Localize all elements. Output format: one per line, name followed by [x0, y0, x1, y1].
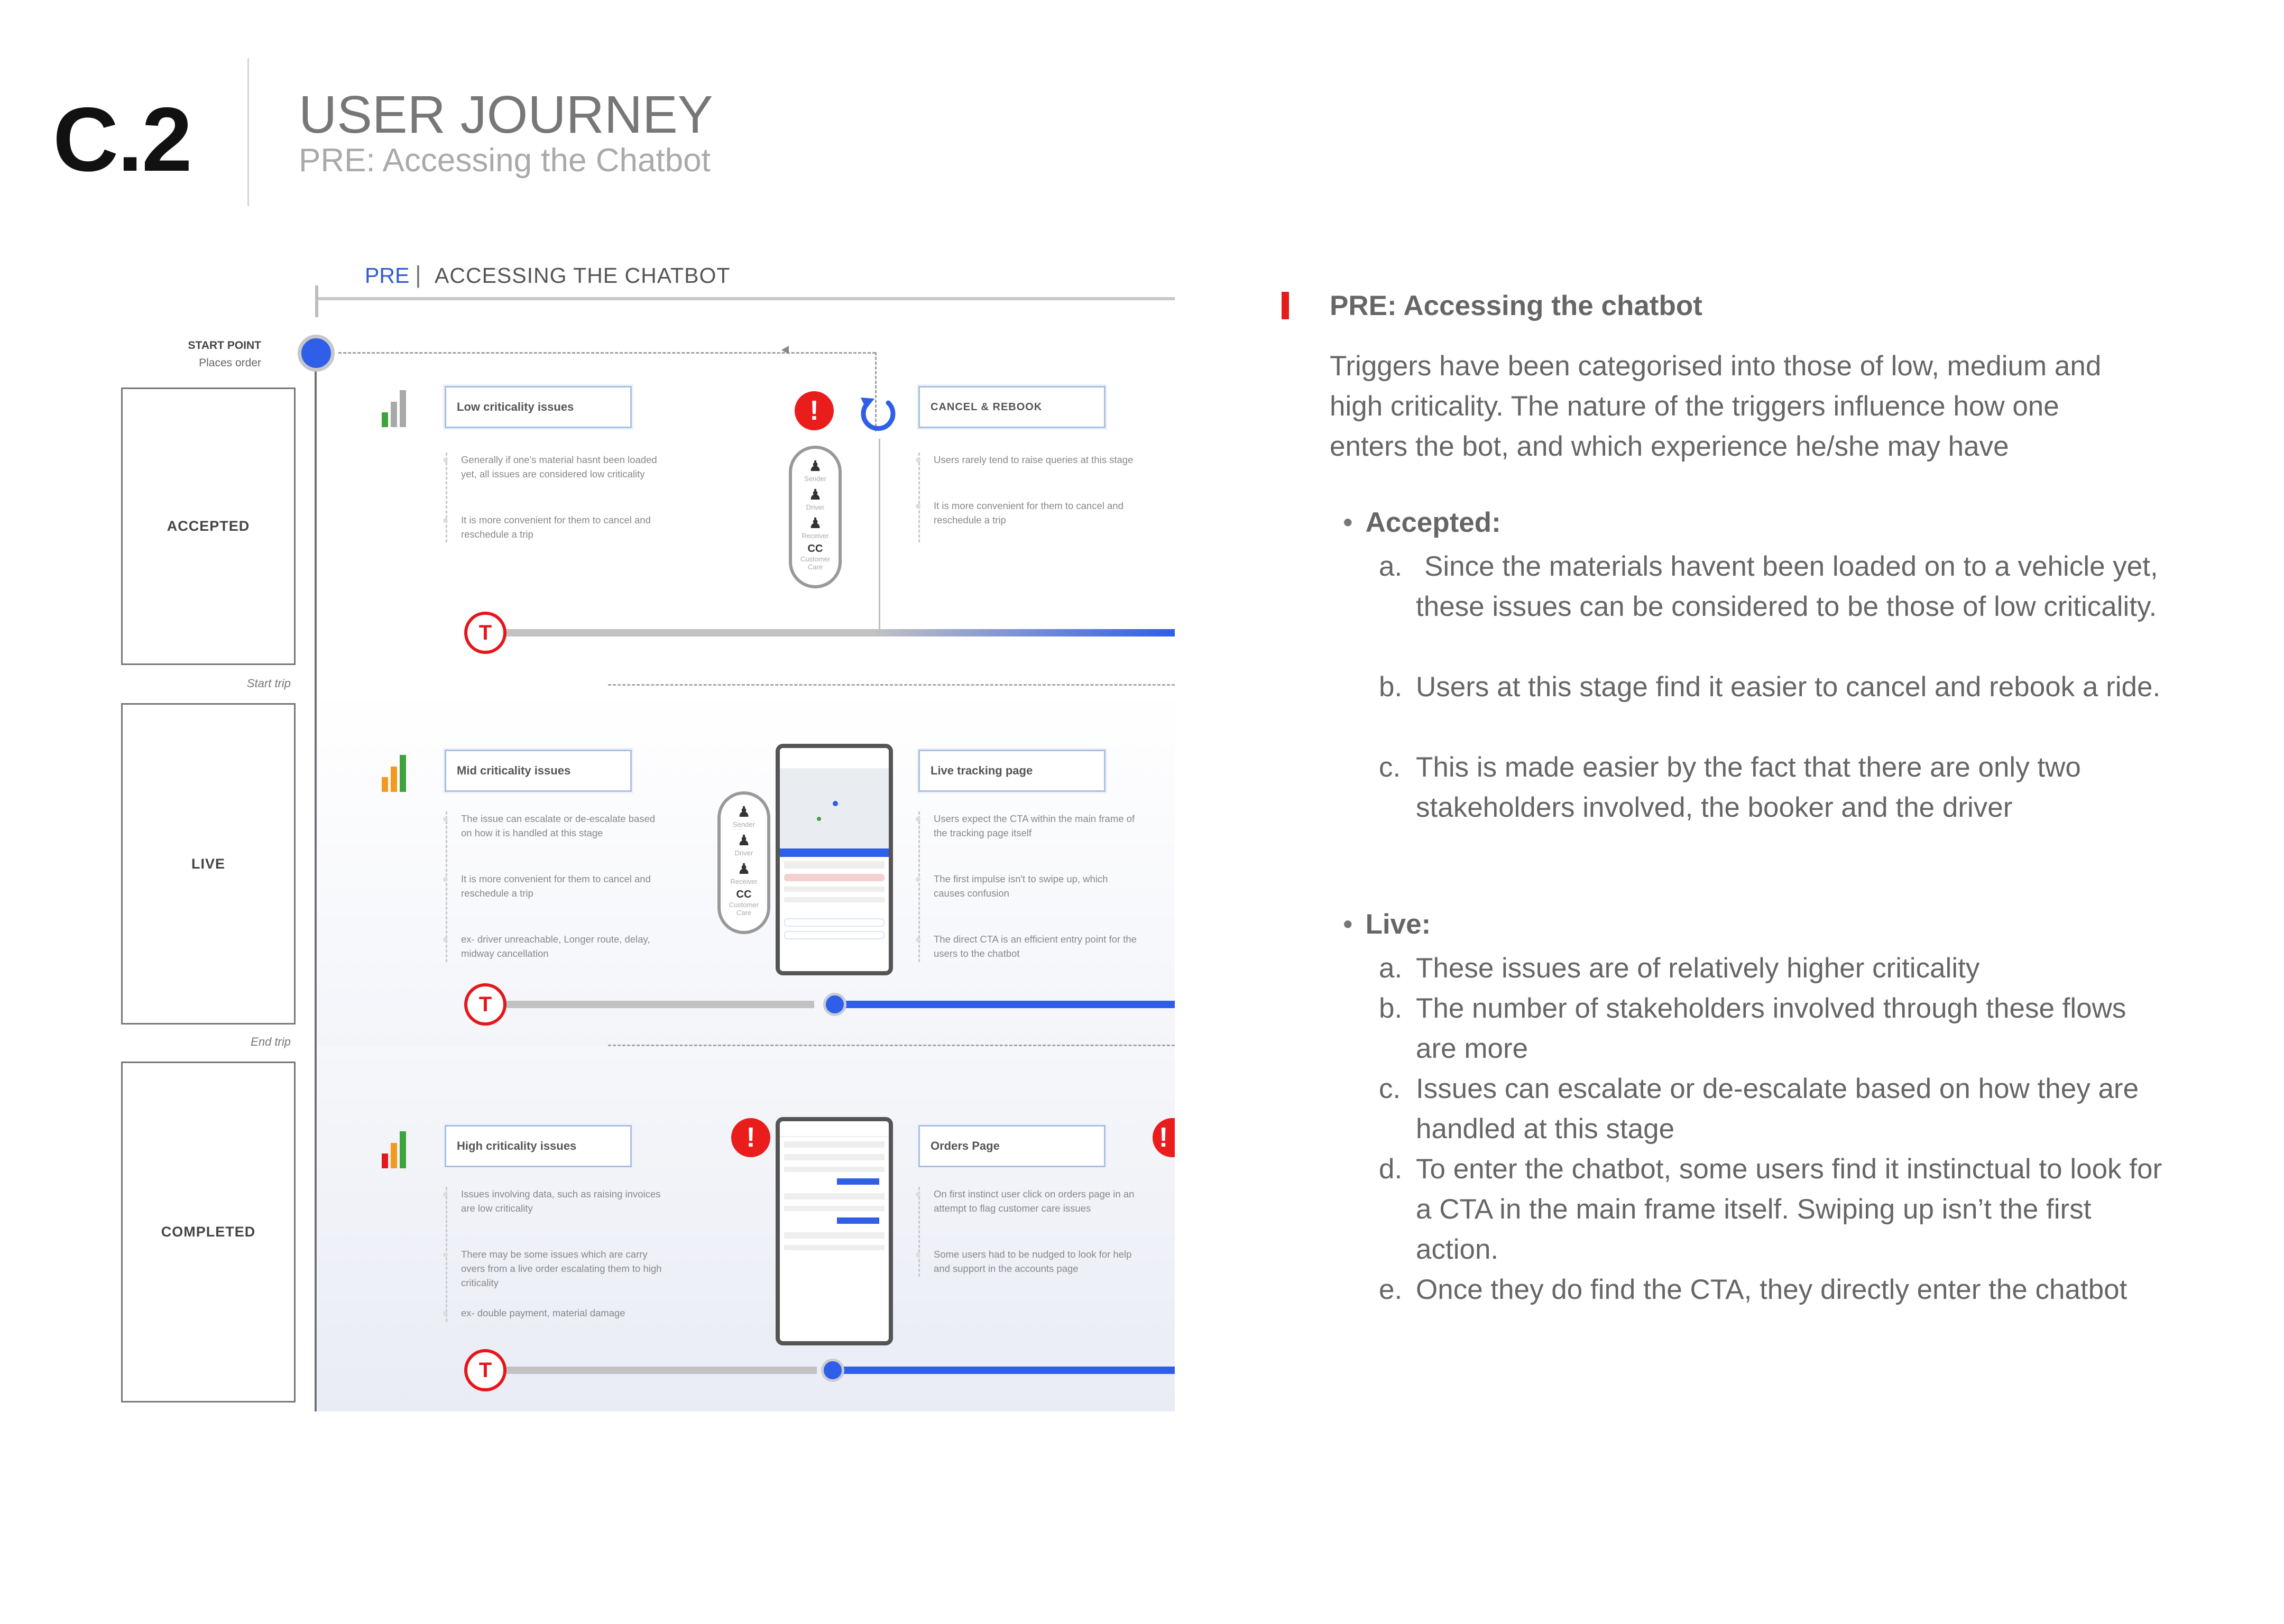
section-title-accepted: • Accepted:	[1343, 506, 1501, 539]
note-item: Generally if one's material hasnt been loaded yet, all issues are considered low criticality	[461, 453, 668, 481]
criticality-low-icon	[382, 390, 416, 427]
row-separator	[608, 684, 1175, 686]
receiver-icon: ♟	[808, 515, 822, 531]
list-marker: a.	[1379, 551, 1403, 582]
start-point-label: START POINT	[188, 339, 261, 352]
row-separator	[608, 1045, 1175, 1046]
note-item: On first instinct user click on orders page in an attempt to flag customer care issues	[934, 1187, 1140, 1215]
note-item: There may be some issues which are carry overs from a live order escalating them to high criticality	[461, 1247, 668, 1290]
flow-connector	[879, 439, 880, 631]
journey-track-active	[825, 1367, 1175, 1374]
action-notes	[918, 811, 1140, 962]
journey-track	[502, 1367, 817, 1374]
phase-rule	[315, 297, 1175, 300]
list-text: The number of stakeholders involved through these flows are more	[1416, 993, 2126, 1064]
criticality-notes	[446, 811, 668, 962]
customer-care-icon: CC	[736, 889, 752, 900]
sender-icon: ♟	[808, 458, 822, 474]
transition-end-trip: End trip	[251, 1035, 291, 1048]
journey-track-active	[825, 1001, 1175, 1008]
list-marker: e.	[1379, 1274, 1403, 1305]
journey-handle	[821, 1359, 844, 1382]
note-item: Users rarely tend to raise queries at this stage	[934, 453, 1140, 467]
alert-icon: !	[795, 391, 834, 430]
list-marker: d.	[1379, 1154, 1403, 1185]
phase-separator: |	[415, 261, 421, 288]
journey-track	[502, 1001, 814, 1008]
list-text: These issues are of relatively higher criticality	[1416, 953, 1980, 984]
stakeholder-label: Sender	[733, 820, 755, 828]
journey-handle	[823, 993, 846, 1016]
note-item: It is more convenient for them to cancel and reschedule a trip	[934, 499, 1140, 527]
orders-phone-mockup	[776, 1117, 893, 1345]
list-item	[1379, 547, 2172, 627]
driver-icon: ♟	[808, 486, 822, 503]
note-item: The first impulse isn't to swipe up, which causes confusion	[934, 872, 1140, 900]
return-path-horizontal	[338, 352, 876, 354]
list-text: Users at this stage find it easier to cancel and rebook a ride.	[1416, 671, 2161, 703]
section-title-live: • Live:	[1343, 908, 1431, 940]
panel-intro: Triggers have been categorised into those of low, medium and high criticality. The nature of the triggers influence how one enters the bot, and which experience he/she may have	[1330, 350, 2102, 462]
stakeholder-label: Driver	[806, 503, 825, 511]
criticality-card: Mid criticality issues	[445, 750, 632, 792]
trigger-icon: T	[464, 1349, 506, 1391]
note-item: The direct CTA is an efficient entry point for the users to the chatbot	[934, 932, 1140, 961]
note-item: ex- double payment, material damage	[461, 1306, 668, 1320]
list-item	[1379, 1069, 2172, 1149]
heading-marker	[1282, 292, 1289, 319]
stage-box-live: LIVE	[121, 703, 296, 1025]
note-item: The issue can escalate or de-escalate based on how it is handled at this stage	[461, 811, 668, 840]
driver-icon: ♟	[737, 832, 751, 848]
stage-box-completed: COMPLETED	[121, 1062, 296, 1402]
action-notes	[918, 1187, 1140, 1277]
list-item	[1379, 948, 2172, 989]
criticality-high-icon	[382, 1131, 416, 1168]
stakeholder-label: Sender	[804, 475, 826, 483]
list-item	[1379, 1270, 2172, 1310]
note-item: Some users had to be nudged to look for help and support in the accounts page	[934, 1247, 1140, 1276]
transition-start-trip: Start trip	[246, 677, 291, 690]
criticality-notes	[446, 453, 668, 542]
header-divider	[247, 58, 249, 206]
list-text: This is made easier by the fact that there are only two stakeholders involved, the booker and the driver	[1416, 752, 2081, 823]
page-title: USER JOURNEY	[299, 85, 713, 144]
section-number: C.2	[53, 89, 191, 190]
note-item: It is more convenient for them to cancel and reschedule a trip	[461, 513, 668, 541]
sender-icon: ♟	[737, 804, 751, 820]
note-item: It is more convenient for them to cancel and reschedule a trip	[461, 872, 668, 900]
trigger-icon: T	[464, 983, 506, 1026]
note-item: ex- driver unreachable, Longer route, delay, midway cancellation	[461, 932, 668, 961]
list-text: Once they do find the CTA, they directly enter the chatbot	[1416, 1274, 2128, 1305]
action-card: CANCEL & REBOOK	[918, 386, 1106, 428]
list-item	[1379, 748, 2172, 828]
start-point-sub: Places order	[199, 357, 261, 369]
list-marker: c.	[1379, 752, 1401, 783]
journey-track	[502, 629, 1175, 636]
start-point-dot	[298, 335, 335, 372]
trigger-icon: T	[464, 612, 506, 654]
live-tracking-phone-mockup	[776, 744, 893, 975]
rebook-icon	[855, 391, 900, 436]
stage-box-accepted: ACCEPTED	[121, 387, 296, 665]
phase-label: ACCESSING THE CHATBOT	[435, 263, 731, 288]
stakeholder-pill	[717, 791, 770, 934]
list-marker: b.	[1379, 993, 1403, 1024]
list-item	[1379, 667, 2172, 707]
criticality-card: High criticality issues	[445, 1125, 632, 1167]
stakeholder-pill	[789, 446, 842, 588]
list-marker: a.	[1379, 953, 1403, 984]
criticality-card: Low criticality issues	[445, 386, 632, 428]
journey-axis	[315, 349, 317, 1411]
alert-icon: !	[731, 1118, 770, 1157]
note-item: Issues involving data, such as raising invoices are low criticality	[461, 1187, 668, 1215]
action-notes	[918, 453, 1140, 542]
note-item: Users expect the CTA within the main frame of the tracking page itself	[934, 811, 1140, 840]
panel-heading: PRE: Accessing the chatbot	[1330, 290, 1702, 321]
receiver-icon: ♟	[737, 861, 751, 877]
list-item	[1379, 1149, 2172, 1270]
stakeholder-label: Customer Care	[729, 901, 759, 917]
list-text: Since the materials havent been loaded on to a vehicle yet, these issues can be considered to be those of low criticality.	[1416, 551, 2158, 622]
action-card: Live tracking page	[918, 750, 1106, 792]
stakeholder-label: Receiver	[802, 532, 829, 540]
list-marker: b.	[1379, 671, 1403, 703]
stakeholder-label: Receiver	[730, 878, 758, 885]
stakeholder-label: Driver	[734, 849, 753, 857]
list-text: To enter the chatbot, some users find it instinctual to look for a CTA in the main frame itself. Swiping up isn’t the first action.	[1416, 1154, 2162, 1265]
list-item	[1379, 989, 2172, 1069]
criticality-mid-icon	[382, 755, 416, 792]
action-card: Orders Page	[918, 1125, 1106, 1167]
return-arrow-icon	[781, 346, 789, 354]
page-subtitle: PRE: Accessing the Chatbot	[299, 142, 711, 179]
stakeholder-label: Customer Care	[800, 555, 831, 571]
list-text: Issues can escalate or de-escalate based on how they are handled at this stage	[1416, 1073, 2139, 1145]
phase-rule-tick	[315, 285, 318, 317]
list-marker: c.	[1379, 1073, 1401, 1104]
criticality-notes	[446, 1187, 668, 1322]
customer-care-icon: CC	[807, 543, 823, 555]
phase-tag: PRE	[365, 263, 410, 288]
alert-icon: !	[1153, 1118, 1175, 1157]
